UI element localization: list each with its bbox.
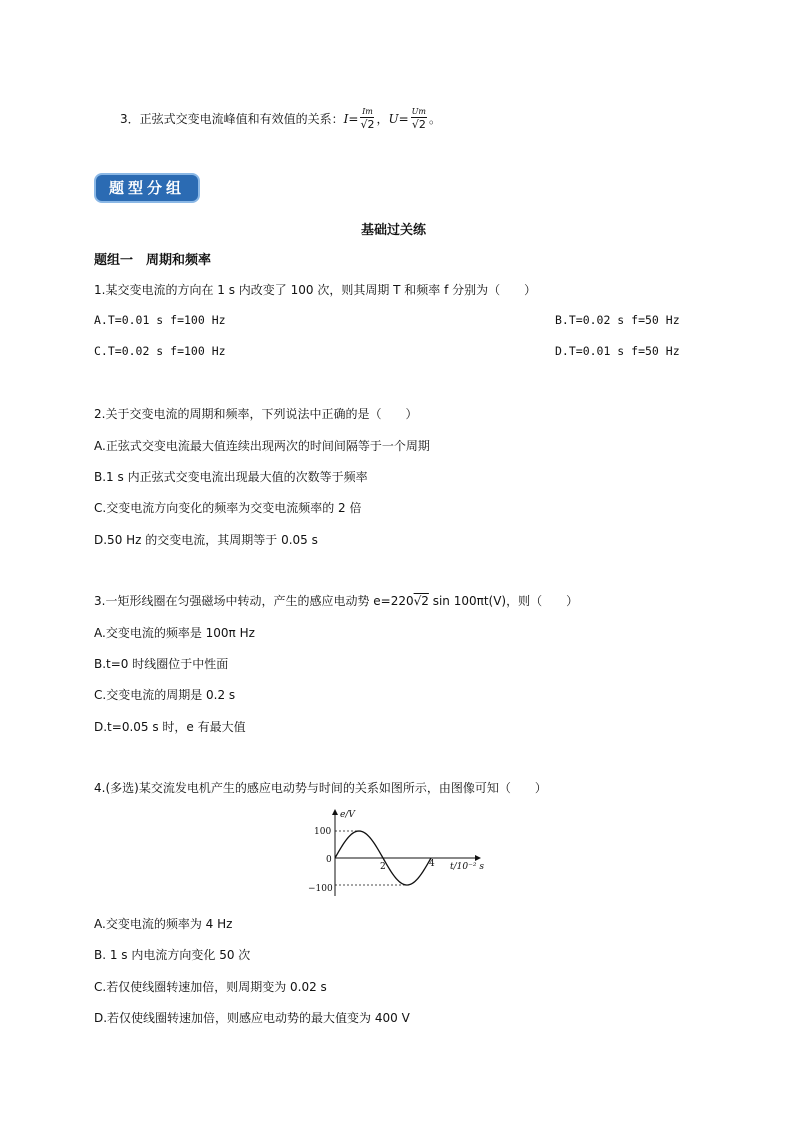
- q1-option-d: D.T=0.01 s f=50 Hz: [555, 344, 680, 358]
- question-4-stem: 4.(多选)某交流发电机产生的感应电动势与时间的关系如图所示，由图像可知（ ）: [94, 781, 547, 795]
- q4-option-d: D.若仅使线圈转速加倍，则感应电动势的最大值变为 400 V: [94, 1011, 410, 1025]
- q1-option-c: C.T=0.02 s f=100 Hz: [94, 344, 226, 358]
- q3-option-c: C.交变电流的周期是 0.2 s: [94, 688, 236, 702]
- q4-option-b: B. 1 s 内电流方向变化 50 次: [94, 948, 251, 962]
- intro-line: 3．正弦式交变电流峰值和有效值的关系：I= $\frac{Im}{√2}$ ，U= $\frac{Um}{√2}$ 。: [120, 107, 442, 131]
- sine-wave-chart: [300, 806, 500, 906]
- q1-option-a: A.T=0.01 s f=100 Hz: [94, 313, 226, 327]
- q2-option-c: C.交变电流方向变化的频率为交变电流频率的 2 倍: [94, 501, 362, 515]
- sqrt-two: √2: [413, 594, 429, 608]
- y-axis-label: e/V: [340, 810, 355, 820]
- q3-option-b: B.t=0 时线圈位于中性面: [94, 657, 229, 671]
- i-fraction: $\frac{Im}{√2}$: [360, 107, 375, 131]
- y-tick-neg100: −100: [308, 884, 333, 894]
- q3-option-a: A.交变电流的频率是 100π Hz: [94, 626, 255, 640]
- question-1-stem: 1.某交变电流的方向在 1 s 内改变了 100 次，则其周期 T 和频率 f 分别为（ ）: [94, 283, 537, 297]
- question-2-stem: 2.关于交变电流的周期和频率，下列说法中正确的是（ ）: [94, 407, 418, 421]
- question-3-stem: 3.一矩形线圈在匀强磁场中转动，产生的感应电动势 e=220√2 sin 100πt(V)，则（ ）: [94, 594, 579, 608]
- u-symbol: U: [388, 112, 399, 126]
- section-title: 基础过关练: [361, 223, 427, 238]
- y-tick-100: 100: [314, 827, 332, 837]
- group-title: 题组一 周期和频率: [94, 253, 212, 268]
- x-tick-2: 2: [380, 862, 386, 872]
- section-badge: 题型分组: [94, 173, 200, 203]
- intro-prefix: 3．正弦式交变电流峰值和有效值的关系：: [120, 112, 344, 126]
- q4-option-c: C.若仅使线圈转速加倍，则周期变为 0.02 s: [94, 980, 327, 994]
- x-tick-4: 4: [429, 859, 435, 869]
- x-axis-label: t/10⁻² s: [450, 862, 484, 872]
- q1-option-b: B.T=0.02 s f=50 Hz: [555, 313, 680, 327]
- q2-option-b: B.1 s 内正弦式交变电流出现最大值的次数等于频率: [94, 470, 368, 484]
- i-symbol: I: [343, 112, 349, 126]
- q2-option-d: D.50 Hz 的交变电流，其周期等于 0.05 s: [94, 533, 318, 547]
- q3-option-d: D.t=0.05 s 时，e 有最大值: [94, 720, 246, 734]
- q2-option-a: A.正弦式交变电流最大值连续出现两次的时间间隔等于一个周期: [94, 439, 430, 453]
- origin-label: 0: [326, 855, 332, 865]
- u-fraction: $\frac{Um}{√2}$: [411, 107, 426, 131]
- q4-option-a: A.交变电流的频率为 4 Hz: [94, 917, 233, 931]
